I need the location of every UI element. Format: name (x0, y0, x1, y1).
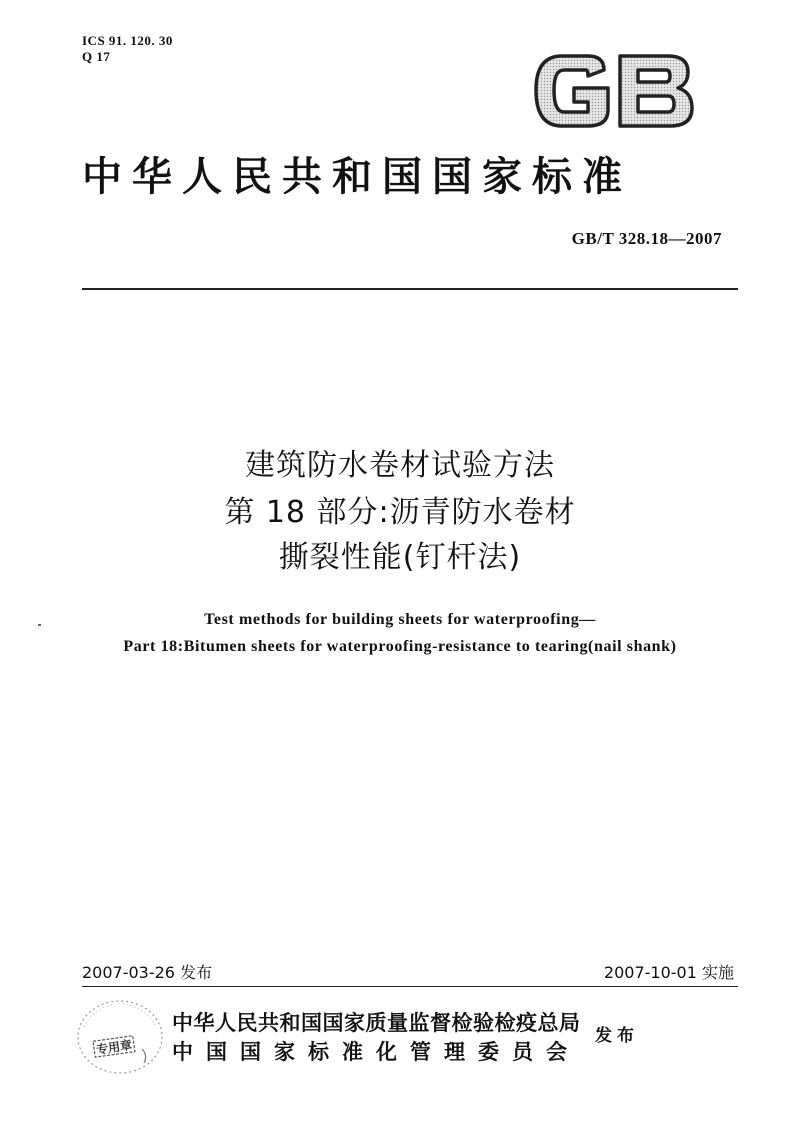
implementation-date: 2007-10-01 实施 (603, 963, 734, 982)
classification-code: Q 17 (82, 49, 111, 64)
issuer-line-1: 中华人民共和国国家质量监督检验检疫总局 (172, 1010, 581, 1035)
official-seal (72, 997, 168, 1077)
title-en-line-1: Test methods for building sheets for waterproofing— (204, 611, 596, 628)
standard-title: 中华人民共和国国家标准 (82, 153, 632, 200)
issue-date: 2007-03-26 发布 (82, 963, 213, 982)
gb-logo (528, 50, 696, 132)
title-zh-line-3: 撕裂性能(钉杆法) (278, 540, 522, 575)
issuer-line-2: 中国国家标准化管理委员会 (172, 1039, 580, 1064)
footer-divider (82, 986, 738, 987)
ics-code: ICS 91. 120. 30 (82, 33, 173, 48)
svg-text:专用章: 专用章 (95, 1037, 133, 1057)
title-zh-line-1: 建筑防水卷材试验方法 (245, 448, 555, 483)
standard-number: GB/T 328.18—2007 (571, 229, 722, 248)
title-zh-line-2: 第 18 部分:沥青防水卷材 (224, 495, 576, 530)
publish-label: 发布 (595, 1026, 639, 1046)
header-divider (82, 288, 738, 290)
title-en-line-2: Part 18:Bitumen sheets for waterproofing-resistance to tearing(nail shank) (123, 638, 677, 655)
